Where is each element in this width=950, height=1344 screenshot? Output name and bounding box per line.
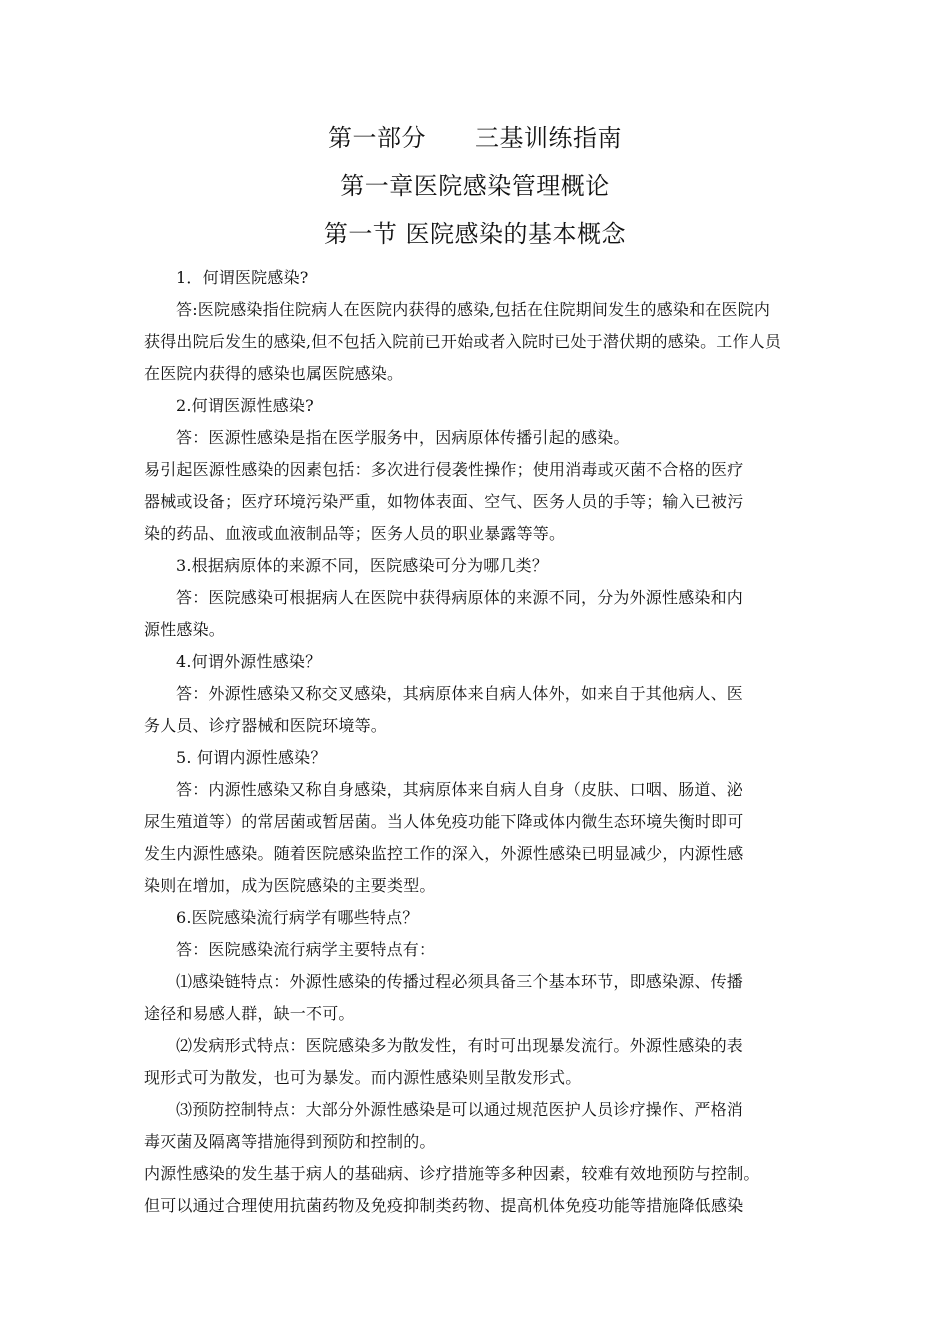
section-title: 第一节 医院感染的基本概念	[323, 220, 627, 248]
part-title: 第一部分 三基训练指南	[328, 124, 622, 152]
answer-line: 器械或设备；医疗环境污染严重，如物体表面、空气、医务人员的手等；输入已被污	[144, 492, 744, 511]
answer-line: ⑵发病形式特点：医院感染多为散发性，有时可出现暴发流行。外源性感染的表	[176, 1036, 744, 1055]
answer-line: 源性感染。	[144, 620, 226, 639]
answer-line: 发生内源性感染。随着医院感染监控工作的深入，外源性感染已明显减少，内源性感	[144, 844, 744, 863]
answer-line: 易引起医源性感染的因素包括：多次进行侵袭性操作；使用消毒或灭菌不合格的医疗	[144, 460, 744, 479]
question-2: 2.何谓医源性感染?	[176, 396, 314, 415]
chapter-title: 第一章医院感染管理概论	[340, 172, 610, 200]
answer-line: ⑶预防控制特点：大部分外源性感染是可以通过规范医护人员诊疗操作、严格消	[176, 1100, 744, 1119]
answer-line: 途径和易感人群，缺一不可。	[144, 1004, 355, 1023]
answer-line: 答：医院感染流行病学主要特点有：	[176, 940, 436, 959]
question-4: 4.何谓外源性感染？	[176, 652, 322, 671]
answer-line: 现形式可为散发，也可为暴发。而内源性感染则呈散发形式。	[144, 1068, 582, 1087]
answer-line: 染则在增加，成为医院感染的主要类型。	[144, 876, 436, 895]
answer-line: 毒灭菌及隔离等措施得到预防和控制的。	[144, 1132, 436, 1151]
answer-line: ⑴感染链特点：外源性感染的传播过程必须具备三个基本环节，即感染源、传播	[176, 972, 744, 991]
answer-line: 获得出院后发生的感染,但不包括入院前已开始或者入院时已处于潜伏期的感染。工作人员	[144, 332, 782, 351]
answer-line: 答：内源性感染又称自身感染，其病原体来自病人自身（皮肤、口咽、肠道、泌	[176, 780, 744, 799]
answer-line: 务人员、诊疗器械和医院环境等。	[144, 716, 388, 735]
answer-line: 尿生殖道等）的常居菌或暂居菌。当人体免疫功能下降或体内微生态环境失衡时即可	[144, 812, 744, 831]
answer-line: 在医院内获得的感染也属医院感染。	[144, 364, 404, 383]
question-6: 6.医院感染流行病学有哪些特点？	[176, 908, 419, 927]
answer-line: 答：医院感染可根据病人在医院中获得病原体的来源不同，分为外源性感染和内	[176, 588, 744, 607]
question-5: 5. 何谓内源性感染？	[176, 748, 327, 767]
answer-line: 答：医源性感染是指在医学服务中，因病原体传播引起的感染。	[176, 428, 630, 447]
answer-line: 答:医院感染指住院病人在医院内获得的感染,包括在住院期间发生的感染和在医院内	[176, 300, 771, 319]
answer-line: 染的药品、血液或血液制品等；医务人员的职业暴露等等。	[144, 524, 566, 543]
question-1: 1．何谓医院感染?	[176, 268, 309, 287]
answer-line: 内源性感染的发生基于病人的基础病、诊疗措施等多种因素，较难有效地预防与控制。	[144, 1164, 760, 1183]
question-3: 3.根据病原体的来源不同，医院感染可分为哪几类？	[176, 556, 549, 575]
answer-line: 答：外源性感染又称交叉感染，其病原体来自病人体外，如来自于其他病人、医	[176, 684, 744, 703]
answer-line: 但可以通过合理使用抗菌药物及免疫抑制类药物、提高机体免疫功能等措施降低感染	[144, 1196, 744, 1215]
